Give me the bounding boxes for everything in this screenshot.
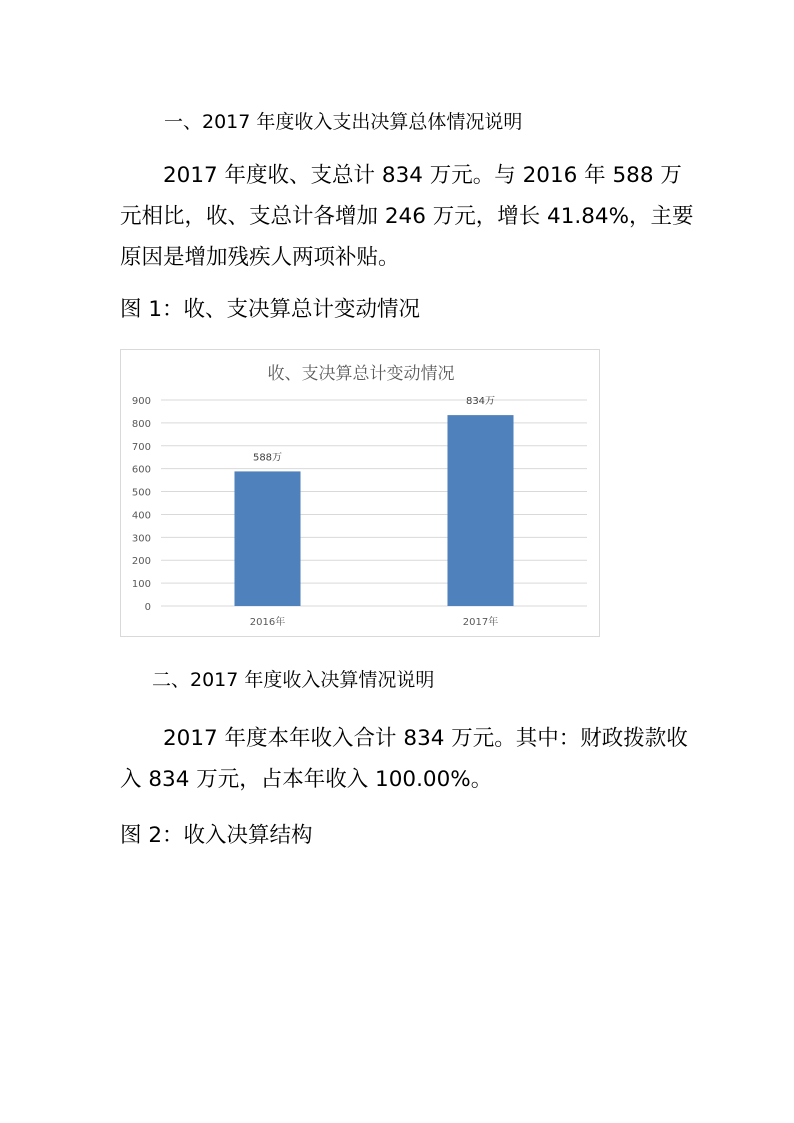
y-tick-label: 800 — [131, 418, 151, 430]
y-tick-label: 600 — [131, 464, 151, 476]
chart-y-axis — [132, 396, 151, 613]
bar-chart-svg — [121, 350, 599, 636]
chart-bars — [234, 395, 513, 606]
bar — [447, 415, 513, 606]
bar — [234, 471, 300, 606]
y-tick-label: 0 — [144, 602, 151, 613]
chart-gridlines — [161, 400, 587, 606]
y-tick-label: 500 — [131, 487, 151, 499]
bar-data-label: 834万 — [465, 396, 496, 408]
y-tick-label: 300 — [131, 533, 151, 545]
figure2-caption: 图 2：收入决算结构 — [120, 823, 313, 848]
figure1-caption: 图 1：收、支决算总计变动情况 — [120, 297, 421, 322]
y-tick-label: 900 — [131, 396, 151, 407]
y-tick-label: 100 — [131, 579, 151, 591]
bar-data-label: 588万 — [252, 452, 283, 464]
section1-paragraph: 2017 年度收、支总计 834 万元。与 2016 年 588 万元相比，收、支总计各增加 246 万元，增长 41.84%，主要原因是增加残疾人两项补贴。 — [120, 163, 694, 270]
y-tick-label: 700 — [131, 441, 151, 453]
section2-paragraph: 2017 年度本年收入合计 834 万元。其中：财政拨款收入 834 万元，占本年收入 100.00%。 — [120, 726, 688, 792]
chart-title: 收、支决算总计变动情况 — [267, 364, 455, 384]
x-tick-label: 2016年 — [249, 617, 286, 628]
section1-heading: 一、2017 年度收入支出决算总体情况说明 — [164, 111, 523, 133]
chart-x-axis — [250, 615, 498, 628]
x-tick-label: 2017年 — [462, 617, 499, 628]
y-tick-label: 200 — [131, 556, 151, 568]
section2-heading: 二、2017 年度收入决算情况说明 — [152, 669, 435, 691]
bar-chart — [120, 349, 600, 637]
y-tick-label: 400 — [131, 510, 151, 522]
